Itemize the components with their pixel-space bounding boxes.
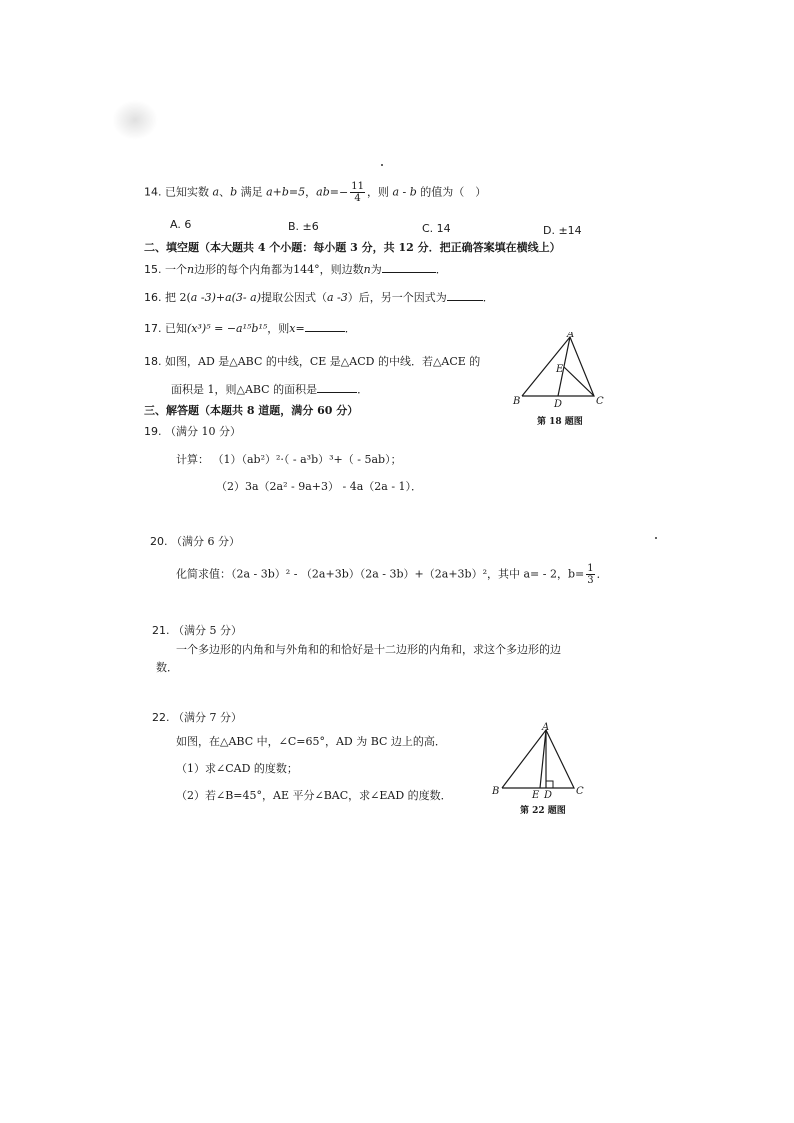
question-18 <box>144 355 480 369</box>
q15-text: 边形的每个内角都为144°，则边数 <box>194 263 364 276</box>
question-16 <box>144 289 494 305</box>
scan-smudge <box>112 100 158 140</box>
q21-line-1: 一个多边形的内角和与外角和的和恰好是十二边形的内角和，求这个多边形的边 <box>176 643 561 656</box>
var-x: x <box>289 322 296 335</box>
q21-line-2: 数． <box>156 661 178 674</box>
minus-sign: − <box>338 185 349 199</box>
vertex-label-d: D <box>554 399 563 410</box>
q18-line-1: 如图，AD 是△ABC 的中线，CE 是△ACD 的中线．若△ACE 的 <box>165 355 481 368</box>
fraction-numerator: 1 <box>587 563 594 574</box>
q19-label: 计算： <box>176 453 209 466</box>
q14-stem: 已知实数 <box>165 185 209 199</box>
q14-stem: ，则 <box>366 185 389 199</box>
vertex-label-b: B <box>492 786 500 797</box>
expression: a - b <box>392 185 417 199</box>
question-number: 21. <box>152 624 170 637</box>
equation: (x³)⁵ = −a¹⁵b¹⁵ <box>187 322 268 335</box>
q19-part-2: （2）3a（2a² - 9a+3） - 4a（2a - 1）． <box>216 480 423 493</box>
question-number: 19. <box>144 425 162 438</box>
option-d: D. ±14 <box>543 224 582 237</box>
q20-body <box>176 563 608 586</box>
fraction <box>350 181 365 204</box>
vertex-label-c: C <box>576 786 584 797</box>
vertex-label-b: B <box>513 396 521 407</box>
vertex-label-c: C <box>596 396 604 407</box>
q18-line-2 <box>171 381 368 397</box>
option-c: C. 14 <box>422 222 451 235</box>
condition-2: ab= <box>316 185 339 199</box>
var-b: b <box>230 185 238 199</box>
q22-part-2: （2）若∠B=45°，AE 平分∠BAC，求∠EAD 的度数． <box>176 789 452 802</box>
vertex-label-e: E <box>556 364 564 375</box>
separator: 、 <box>219 185 231 199</box>
period: ． <box>596 567 608 581</box>
q17-text: ，则 <box>267 322 290 335</box>
answer-blank <box>382 261 436 273</box>
vertex-label-a: A <box>567 332 575 340</box>
triangle-diagram <box>488 720 588 802</box>
score-label: （满分 10 分） <box>165 425 241 438</box>
condition-1: a+b=5 <box>266 185 306 199</box>
vertex-label-e: E <box>532 790 540 801</box>
period: ． <box>482 291 494 304</box>
q19-part-1 <box>176 453 402 467</box>
question-15 <box>144 261 447 277</box>
question-number: 20. <box>150 535 168 548</box>
var-n: n <box>363 263 371 276</box>
score-label: （满分 7 分） <box>173 711 242 724</box>
question-number: 17. <box>144 322 162 335</box>
answer-blank <box>317 381 357 393</box>
vertex-label-d: D <box>544 790 553 801</box>
answer-blank <box>305 320 345 332</box>
triangle-diagram <box>508 332 608 412</box>
question-number: 15. <box>144 263 162 276</box>
question-19 <box>144 425 241 439</box>
figure-caption: 第 22 题图 <box>520 806 566 816</box>
q19-expression-1: （1）（ab²）²·（ - a³b）³+（ - 5ab）； <box>212 453 402 466</box>
expression: a -3 <box>327 291 348 304</box>
q16-text: ）后，另一个因式为 <box>347 291 447 304</box>
question-14 <box>144 181 486 204</box>
stray-dot <box>655 537 657 539</box>
answer-blank <box>447 289 483 301</box>
figure-caption: 第 18 题图 <box>537 417 583 427</box>
q15-text: 为 <box>370 263 382 276</box>
section-title: 二、填空题（本大题共 4 个小题：每小题 3 分，共 12 分．把正确答案填在横线上） <box>144 241 561 254</box>
q17-text: 已知 <box>165 322 187 335</box>
question-17 <box>144 320 356 336</box>
equals: = <box>295 322 305 335</box>
score-label: （满分 5 分） <box>173 624 242 637</box>
vertex-label-a: A <box>542 722 550 733</box>
expression: a -3)+a(3- a) <box>190 291 261 304</box>
comma: ， <box>305 185 317 199</box>
question-21 <box>152 624 242 638</box>
q22-part-1: （1）求∠CAD 的度数； <box>176 762 298 775</box>
q14-stem: 的值为（ ） <box>420 185 487 199</box>
q16-text: 把 2( <box>165 291 191 304</box>
stray-dot <box>381 164 383 166</box>
q18-text: 面积是 1，则△ABC 的面积是 <box>171 383 318 396</box>
q20-text: 化简求值：（2a - 3b）² - （2a+3b）（2a - 3b）+（2a+3b）²，其中 a= - 2，b= <box>176 567 585 581</box>
period: ． <box>344 322 356 335</box>
question-22 <box>152 711 242 725</box>
option-b: B. ±6 <box>288 220 319 233</box>
question-number: 14. <box>144 185 162 199</box>
fraction <box>586 563 594 586</box>
figure-22 <box>488 720 588 802</box>
q16-text: 提取公因式（ <box>261 291 327 304</box>
fraction-denominator: 3 <box>587 575 594 586</box>
fraction-denominator: 4 <box>354 193 361 204</box>
section-title: 三、解答题（本题共 8 道题，满分 60 分） <box>144 404 359 417</box>
question-number: 16. <box>144 291 162 304</box>
var-n: n <box>187 263 195 276</box>
q22-line-1: 如图，在△ABC 中，∠C=65°，AD 为 BC 边上的高． <box>176 735 446 748</box>
score-label: （满分 6 分） <box>171 535 240 548</box>
var-a: a <box>212 185 220 199</box>
period: ． <box>357 383 369 396</box>
q15-text: 一个 <box>165 263 187 276</box>
period: ． <box>435 263 447 276</box>
question-number: 22. <box>152 711 170 724</box>
question-number: 18. <box>144 355 162 368</box>
option-a: A. 6 <box>170 218 192 231</box>
figure-18 <box>508 332 608 412</box>
fraction-numerator: 11 <box>351 181 364 192</box>
question-20 <box>150 535 240 549</box>
q14-stem: 满足 <box>240 185 263 199</box>
